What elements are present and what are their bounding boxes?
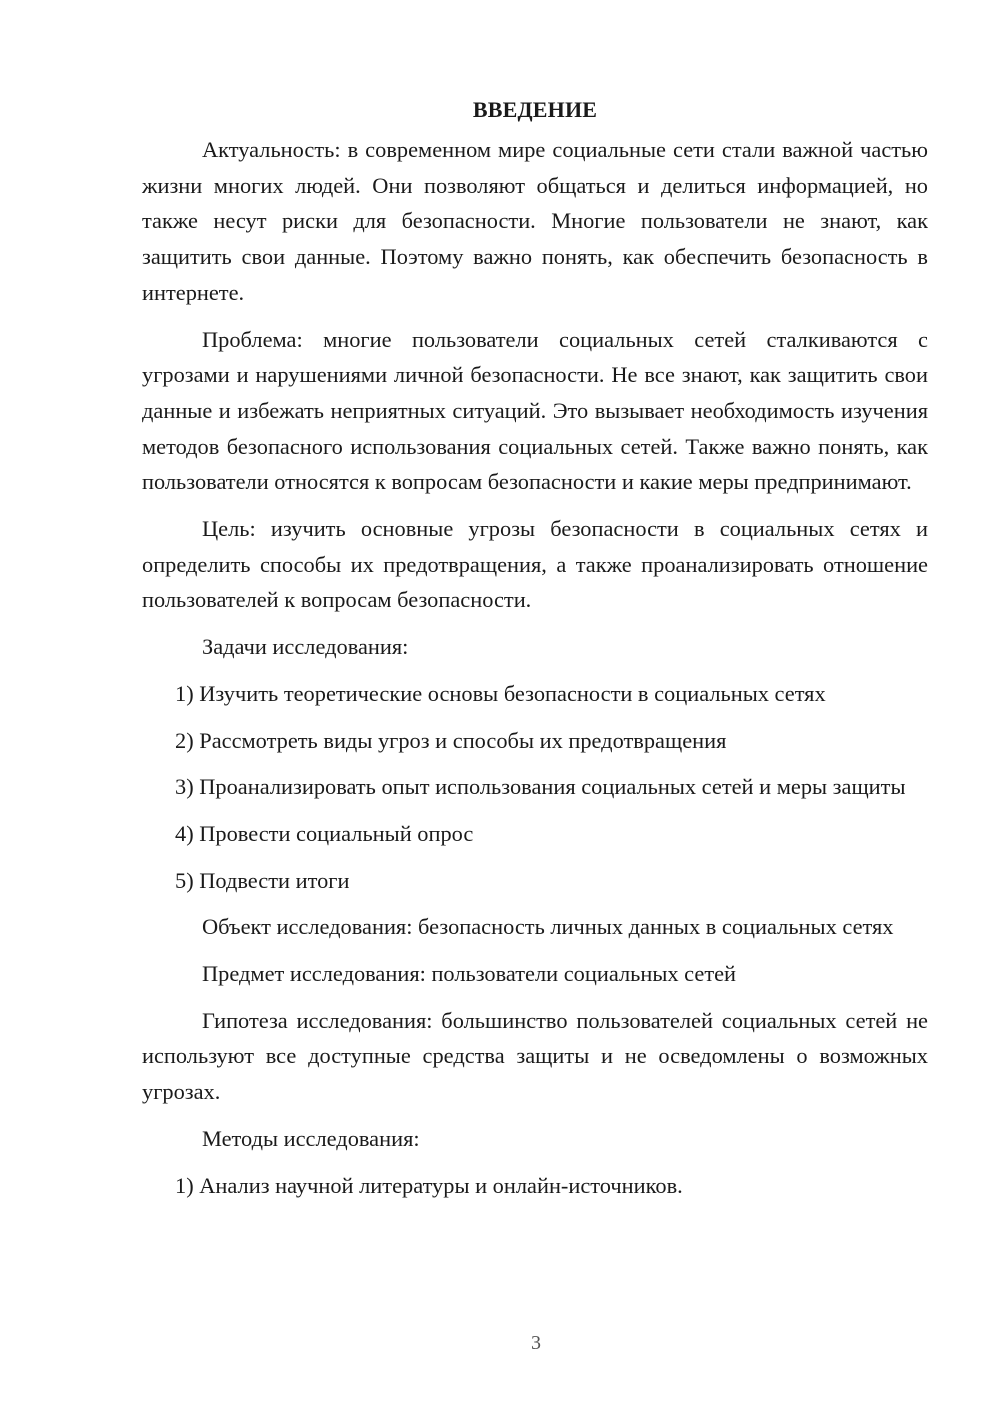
page-number: 3 xyxy=(531,1332,541,1354)
task-item-4: 4) Провести социальный опрос xyxy=(175,820,474,846)
tasks-heading: Задачи исследования: xyxy=(202,634,409,660)
method-item-1: 1) Анализ научной литературы и онлайн-источников. xyxy=(175,1172,683,1198)
problem-paragraph: Проблема: многие пользователи социальных сетей сталкиваются с угрозами и нарушениями личной безопасности. Не все знают, как защитить свои данные и избежать неприятных ситуаций. Это вызывает необходимость изучения методов безопасного использования социальных сетей. Также важно понять, как пользователи относятся к вопросам безопасности и какие меры предпринимают. xyxy=(142,326,928,495)
methods-heading: Методы исследования: xyxy=(202,1125,420,1151)
task-item-5: 5) Подвести итоги xyxy=(175,867,350,893)
research-subject: Предмет исследования: пользователи социальных сетей xyxy=(202,961,737,987)
page-title: ВВЕДЕНИЕ xyxy=(472,97,598,122)
research-hypothesis: Гипотеза исследования: большинство пользователей социальных сетей не используют все доступные средства защиты и не осведомлены о возможных угрозах. xyxy=(142,1007,928,1105)
document-page xyxy=(142,92,928,1214)
goal-paragraph: Цель: изучить основные угрозы безопасности в социальных сетях и определить способы их предотвращения, а также проанализировать отношение пользователей к вопросам безопасности. xyxy=(142,516,928,613)
relevance-paragraph: Актуальность: в современном мире социальные сети стали важной частью жизни многих людей. Они позволяют общаться и делиться информацией, но также несут риски для безопасности. Многие пользователи не знают, как защитить свои данные. Поэтому важно понять, как обеспечить безопасность в интернете. xyxy=(142,137,928,305)
task-item-1: 1) Изучить теоретические основы безопасности в социальных сетях xyxy=(175,680,826,706)
research-object: Объект исследования: безопасность личных данных в социальных сетях xyxy=(202,914,894,940)
task-item-3: 3) Проанализировать опыт использования социальных сетей и меры защиты xyxy=(175,774,906,800)
task-item-2: 2) Рассмотреть виды угроз и способы их предотвращения xyxy=(175,727,727,753)
